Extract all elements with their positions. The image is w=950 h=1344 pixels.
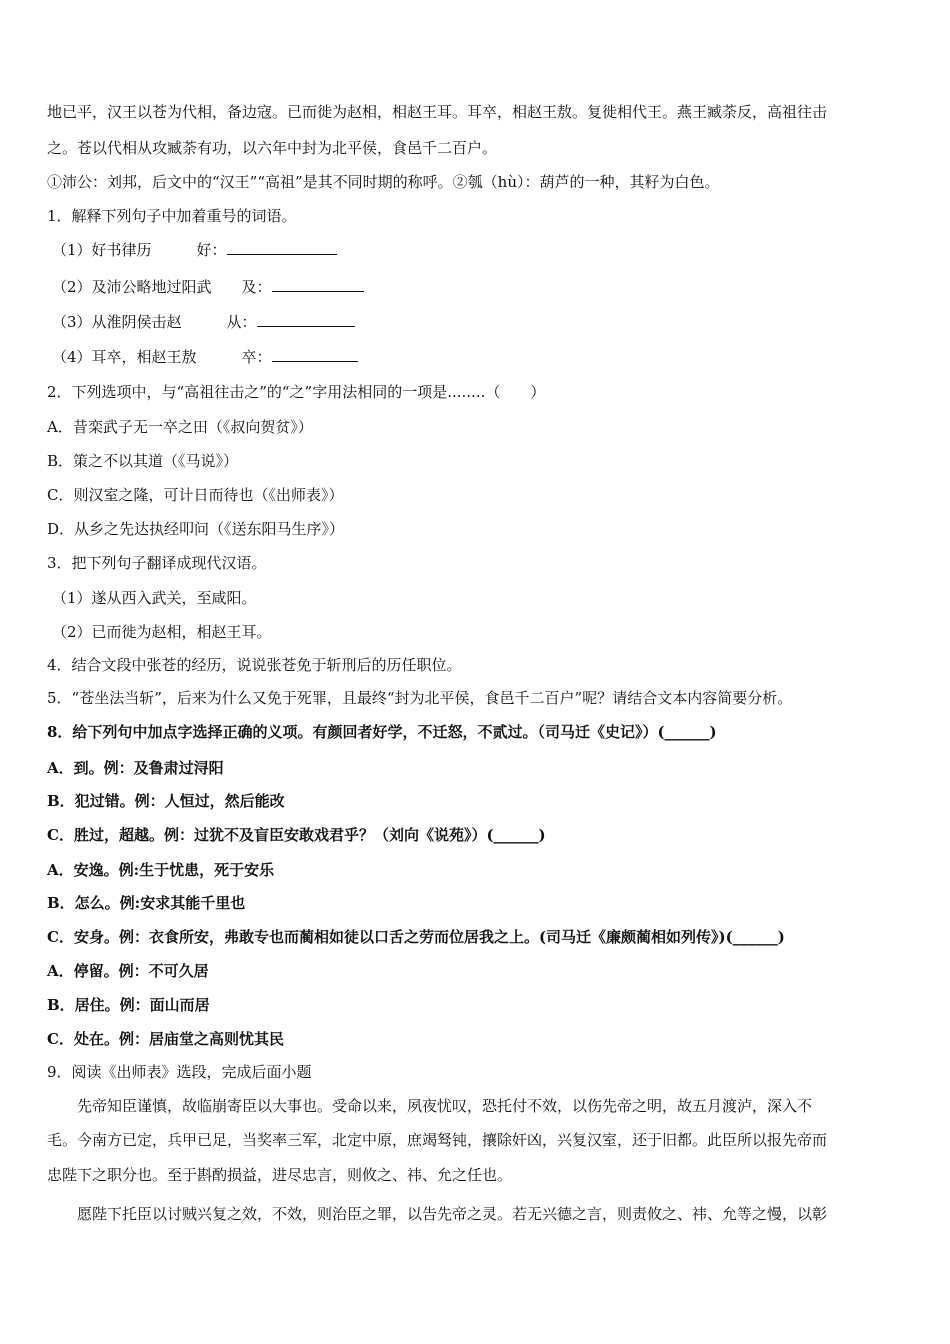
option: C．则汉室之隆，可计日而待也（《出师表》） bbox=[47, 486, 344, 504]
question-4: 4．结合文段中张苍的经历，说说张苍免于斩刑后的历任职位。 bbox=[47, 656, 462, 674]
q1-item bbox=[52, 277, 364, 297]
option: C．安身。例：衣食所安，弗敢专也而蔺相如徒以口舌之劳而位居我之上。(司马迁《廉颇蔺相如列传》)(______) bbox=[47, 928, 785, 946]
passage-line: 先帝知臣谨慎，故临崩寄臣以大事也。受命以来，夙夜忧叹，恐托付不效，以伤先帝之明，故五月渡泸，深入不 bbox=[77, 1097, 813, 1115]
passage-line: 愿陛下托臣以讨贼兴复之效，不效，则治臣之罪，以告先帝之灵。若无兴德之言，则责攸之、祎、允等之慢，以彰 bbox=[77, 1205, 828, 1223]
option: A．停留。例：不可久居 bbox=[47, 962, 209, 980]
q1-item bbox=[52, 312, 355, 332]
option: A．到。例：及鲁肃过浔阳 bbox=[47, 759, 224, 777]
q1-item bbox=[52, 347, 358, 367]
answer-blank[interactable] bbox=[272, 277, 364, 292]
option: B．怎么。例:安求其能千里也 bbox=[47, 894, 246, 912]
question-2: 2．下列选项中，与“高祖往击之”的“之”字用法相同的一项是........（ ） bbox=[47, 383, 546, 401]
q3-item: （1）遂从西入武关，至咸阳。 bbox=[52, 589, 257, 607]
passage-line: 地已平，汉王以苍为代相，备边寇。已而徙为赵相，相赵王耳。耳卒，相赵王敖。复徙相代王。燕王臧荼反，高祖往击 bbox=[47, 103, 828, 121]
question-8: 8．给下列句中加点字选择正确的义项。有颜回者好学，不迁怒，不贰过。（司马迁《史记》）(______) bbox=[47, 723, 717, 741]
option: B．居住。例：面山而居 bbox=[47, 996, 210, 1014]
passage-line: 忠陛下之职分也。至于斟酌损益，进尽忠言，则攸之、祎、允之任也。 bbox=[47, 1166, 513, 1184]
q1-item-text: （2）及沛公略地过阳武 及： bbox=[52, 278, 272, 296]
q1-item-text: （4）耳卒，相赵王敖 卒： bbox=[52, 348, 272, 366]
answer-blank[interactable] bbox=[272, 347, 358, 362]
option: C．处在。例：居庙堂之高则忧其民 bbox=[47, 1030, 284, 1048]
footnote: ①沛公：刘邦，后文中的“汉王”“高祖”是其不同时期的称呼。②瓠（hù）：葫芦的一种，其籽为白色。 bbox=[47, 173, 720, 191]
question-9: 9．阅读《出师表》选段，完成后面小题 bbox=[47, 1063, 312, 1081]
question-3: 3．把下列句子翻译成现代汉语。 bbox=[47, 554, 267, 572]
option: B．犯过错。例：人恒过，然后能改 bbox=[47, 792, 285, 810]
answer-blank[interactable] bbox=[227, 240, 337, 255]
answer-blank[interactable] bbox=[257, 312, 355, 327]
option: C．胜过，超越。例：过犹不及盲臣安敢戏君乎？（刘向《说苑》）(______) bbox=[47, 826, 546, 844]
question-5: 5．“苍坐法当斩”，后来为什么又免于死罪，且最终“封为北平侯，食邑千二百户”呢？请结合文本内容简要分析。 bbox=[47, 689, 793, 707]
option: A．安逸。例:生于忧患，死于安乐 bbox=[47, 861, 275, 879]
question-1: 1．解释下列句子中加着重号的词语。 bbox=[47, 207, 297, 225]
passage-line: 之。苍以代相从攻臧荼有功，以六年中封为北平侯，食邑千二百户。 bbox=[47, 139, 498, 157]
q1-item-text: （3）从淮阴侯击赵 从： bbox=[52, 313, 257, 331]
passage-line: 毛。今南方已定，兵甲已足，当奖率三军，北定中原，庶竭驽钝，攘除奸凶，兴复汉室，还于旧都。此臣所以报先帝而 bbox=[47, 1131, 828, 1149]
q1-item bbox=[52, 240, 337, 260]
option: B．策之不以其道（《马说》） bbox=[47, 452, 239, 470]
q1-item-text: （1）好书律历 好： bbox=[52, 241, 227, 259]
option: D．从乡之先达执经叩问（《送东阳马生序》） bbox=[47, 520, 345, 538]
q3-item: （2）已而徙为赵相，相赵王耳。 bbox=[52, 623, 272, 641]
option: A．昔栾武子无一卒之田（《叔向贺贫》） bbox=[47, 418, 313, 436]
